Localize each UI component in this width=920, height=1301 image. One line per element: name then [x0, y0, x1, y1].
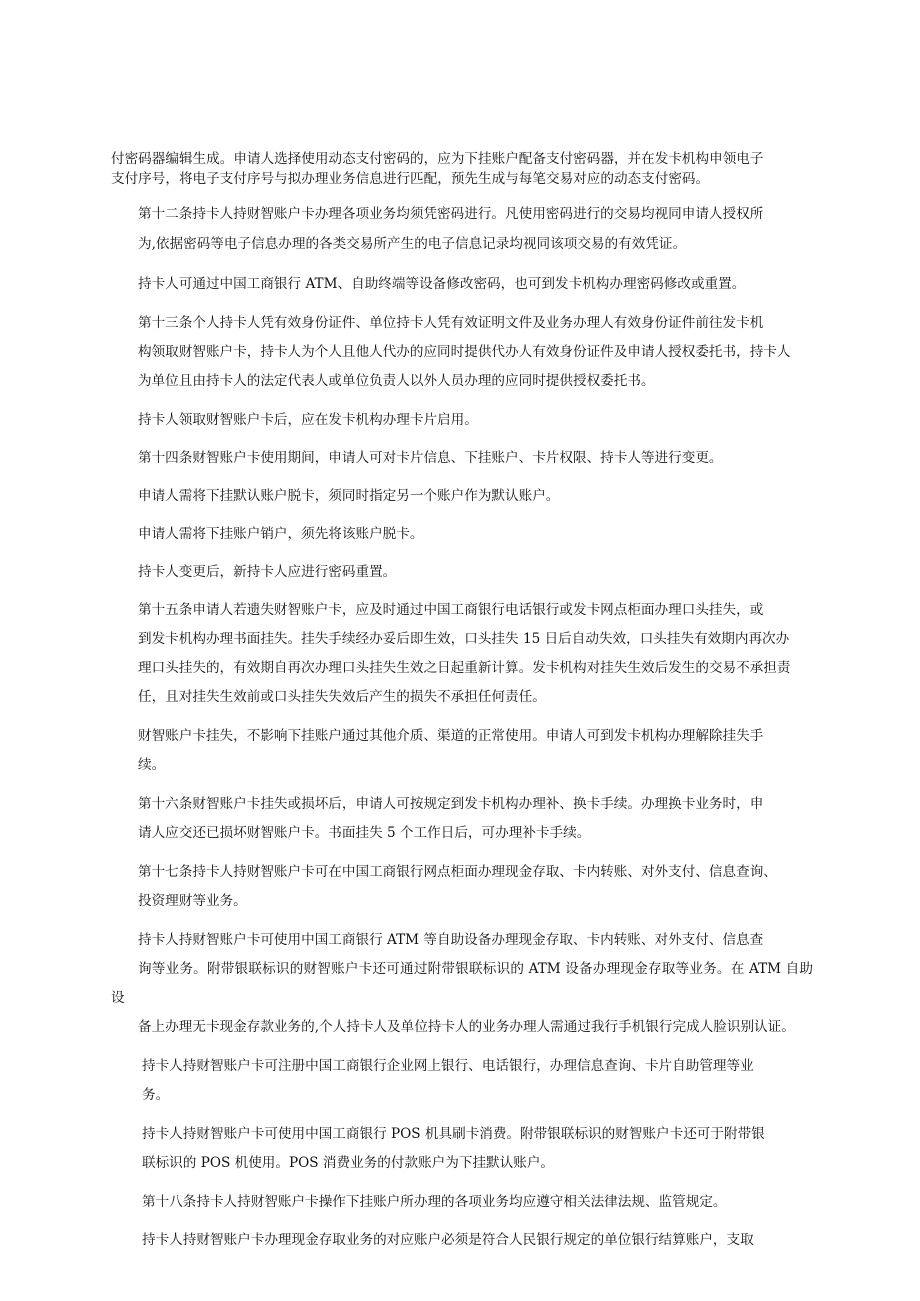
text-line: 第十六条财智账户卡挂失或损坏后，申请人可按规定到发卡机构办理补、换卡手续。办理换卡业务时，申 [138, 796, 764, 812]
paragraph-article-18 [111, 1188, 813, 1216]
document-body [111, 149, 813, 1254]
paragraph-card-activation [111, 406, 813, 434]
text-line: 财智账户卡挂失，不影响下挂账户通过其他介质、渠道的正常使用。申请人可到发卡机构办理解除挂失手 [138, 728, 764, 744]
paragraph-article-14 [111, 444, 813, 472]
text-line: 持卡人可通过中国工商银行 ATM、自助终端等设备修改密码，也可到发卡机构办理密码修改或重置。 [138, 276, 746, 292]
text-line: 持卡人变更后，新持卡人应进行密码重置。 [138, 564, 397, 580]
paragraph-default-account-detach [111, 482, 813, 510]
text-line: 续。 [138, 757, 166, 773]
text-line: 持卡人持财智账户卡可使用中国工商银行 POS 机具刷卡消费。附带银联标识的财智账户卡还可于附带银 [142, 1126, 765, 1142]
paragraph-pos-consumption [111, 1120, 813, 1178]
text-line: 联标识的 POS 机使用。POS 消费业务的付款账户为下挂默认账户。 [142, 1155, 555, 1171]
text-line: 为单位且由持卡人的法定代表人或单位负责人以外人员办理的应同时提供授权委托书。 [138, 373, 655, 389]
text-line: 为,依据密码等电子信息办理的各类交易所产生的电子信息记录均视同该项交易的有效凭证。 [138, 236, 687, 252]
text-line: 持卡人领取财智账户卡后，应在发卡机构办理卡片启用。 [138, 412, 478, 428]
paragraph-cash-account-rule [111, 1226, 813, 1254]
text-line: 请人应交还已损坏财智账户卡。书面挂失 5 个工作日后，可办理补卡手续。 [138, 825, 591, 841]
paragraph-holder-change [111, 558, 813, 586]
text-line: 第十二条持卡人持财智账户卡办理各项业务均须凭密码进行。凡使用密码进行的交易均视同申请人授权所 [138, 206, 764, 222]
text-line: 第十三条个人持卡人凭有效身份证件、单位持卡人凭有效证明文件及业务办理人有效身份证件前往发卡机 [138, 315, 764, 331]
text-line: 投资理财等业务。 [138, 893, 247, 909]
paragraph-loss-report-effect [111, 722, 813, 780]
paragraph-article-16 [111, 790, 813, 848]
text-line: 持卡人持财智账户卡办理现金存取业务的对应账户必须是符合人民银行规定的单位银行结算账户，支取 [142, 1232, 754, 1248]
text-line: 备上办理无卡现金存款业务的,个人持卡人及单位持卡人的业务办理人需通过我行手机银行完成人脸识别认证。 [138, 1019, 795, 1035]
text-line: 务。 [142, 1087, 170, 1103]
text-line: 第十五条申请人若遗失财智账户卡，应及时通过中国工商银行电话银行或发卡网点柜面办理口头挂失，或 [138, 602, 764, 618]
paragraph-article-13 [111, 309, 813, 396]
paragraph-payment-password-generation [111, 149, 813, 189]
text-line: 理口头挂失的，有效期自再次办理口头挂失生效之日起重新计算。发卡机构对挂失生效后发生的交易不承担责 [138, 660, 791, 676]
paragraph-online-banking [111, 1052, 813, 1110]
paragraph-atm-services [111, 926, 813, 1042]
paragraph-password-change [111, 269, 813, 299]
text-line: 申请人需将下挂账户销户，须先将该账户脱卡。 [138, 526, 424, 542]
text-line: 任，且对挂失生效前或口头挂失失效后产生的损失不承担任何责任。 [138, 689, 546, 705]
text-line: 到发卡机构办理书面挂失。挂失手续经办妥后即生效，口头挂失 15 日后自动失效，口头挂失有效期内再次办 [138, 631, 790, 647]
text-line: 第十八条持卡人持财智账户卡操作下挂账户所办理的各项业务均应遵守相关法律法规、监管规定。 [142, 1194, 727, 1210]
paragraph-account-closure [111, 520, 813, 548]
paragraph-article-17 [111, 858, 813, 916]
text-line: 询等业务。附带银联标识的财智账户卡还可通过附带银联标识的 ATM 设备办理现金存取等业务。在 ATM 自助设 [111, 961, 813, 1006]
text-line: 构领取财智账户卡，持卡人为个人且他人代办的应同时提供代办人有效身份证件及申请人授权委托书，持卡人 [138, 344, 791, 360]
text-line: 第十七条持卡人持财智账户卡可在中国工商银行网点柜面办理现金存取、卡内转账、对外支付、信息查询、 [138, 864, 777, 880]
text-line: 申请人需将下挂默认账户脱卡，须同时指定另一个账户作为默认账户。 [138, 488, 560, 504]
paragraph-article-12 [111, 199, 813, 259]
text-line: 付密码器编辑生成。申请人选择使用动态支付密码的，应为下挂账户配备支付密码器，并在发卡机构申领电子 [111, 151, 764, 167]
text-line: 持卡人持财智账户卡可使用中国工商银行 ATM 等自助设备办理现金存取、卡内转账、对外支付、信息查 [138, 932, 764, 948]
text-line: 第十四条财智账户卡使用期间，申请人可对卡片信息、下挂账户、卡片权限、持卡人等进行变更。 [138, 450, 723, 466]
text-line: 支付序号，将电子支付序号与拟办理业务信息进行匹配，预先生成与每笔交易对应的动态支付密码。 [111, 171, 710, 187]
paragraph-article-15 [111, 596, 813, 712]
text-line: 持卡人持财智账户卡可注册中国工商银行企业网上银行、电话银行，办理信息查询、卡片自助管理等业 [142, 1058, 754, 1074]
